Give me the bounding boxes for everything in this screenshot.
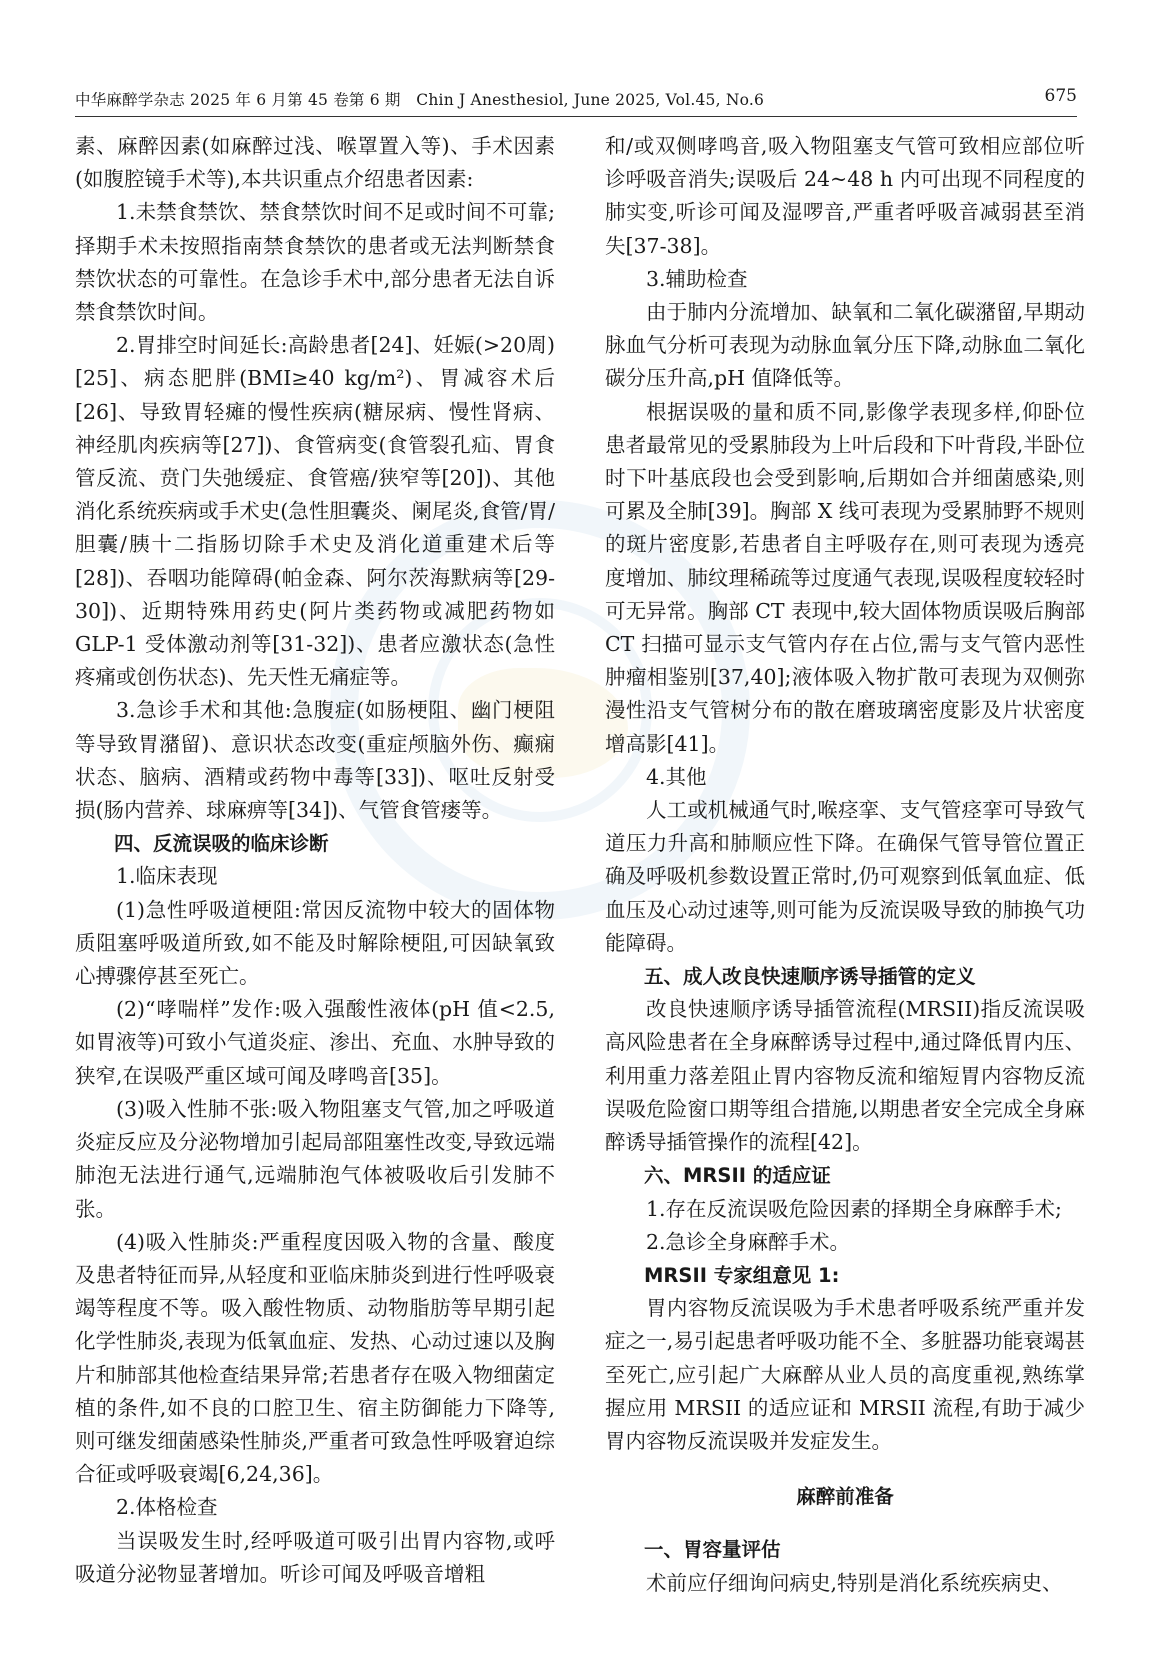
paragraph: 1.未禁食禁饮、禁食禁饮时间不足或时间不可靠;择期手术未按照指南禁食禁饮的患者或无法判断禁食禁饮状态的可靠性。在急诊手术中,部分患者无法自诉禁食禁饮时间。 xyxy=(75,200,555,325)
paragraph: 由于肺内分流增加、缺氧和二氧化碳潴留,早期动脉血气分析可表现为动脉血氧分压下降,动脉血二氧化碳分压升高,pH 值降低等。 xyxy=(605,300,1085,391)
paragraph: 和/或双侧哮鸣音,吸入物阻塞支气管可致相应部位听诊呼吸音消失;误吸后 24~48 h 内可出现不同程度的肺实变,听诊可闻及湿啰音,严重者呼吸音减弱甚至消失[37-38]。 xyxy=(605,134,1085,258)
journal-citation: 中华麻醉学杂志 2025 年 6 月第 45 卷第 6 期 Chin J Anesthesiol, June 2025, Vol.45, No.6 xyxy=(75,91,765,109)
paragraph: 改良快速顺序诱导插管流程(MRSII)指反流误吸高风险患者在全身麻醉诱导过程中,通过降低胃内压、利用重力落差阻止胃内容物反流和缩短胃内容物反流误吸危险窗口期等组合措施,以期患者安全完成全身麻醉诱导插管操作的流程[42]。 xyxy=(605,997,1085,1155)
paragraph: 当误吸发生时,经呼吸道可吸引出胃内容物,或呼吸道分泌物显著增加。听诊可闻及呼吸音增粗 xyxy=(75,1528,555,1586)
paragraph: 人工或机械通气时,喉痉挛、支气管痉挛可导致气道压力升高和肺顺应性下降。在确保气管导管位置正确及呼吸机参数设置正常时,仍可观察到低氧血症、低血压及心动过速等,则可能为反流误吸导致的肺换气功能障碍。 xyxy=(605,798,1085,955)
section-heading: 六、MRSII 的适应证 xyxy=(644,1164,831,1188)
paragraph: 术前应仔细询问病史,特别是消化系统疾病史、 xyxy=(646,1570,1063,1595)
paragraph: 2.胃排空时间延长:高龄患者[24]、妊娠(>20周)[25]、病态肥胖(BMI≥40 kg/m²)、胃减容术后[26]、导致胃轻瘫的慢性疾病(糖尿病、慢性肾病、神经肌肉疾病等[27])、食管病变(食管裂孔疝、胃食管反流、贲门失弛缓症、食管癌/狭窄等[20])、其他消化系统疾病或手术史(急性胆囊炎、阑尾炎,食管/胃/胆囊/胰十二指肠切除手术史及消化道重建术后等[28])、吞咽功能障碍(帕金森、阿尔茨海默病等[29-30])、近期特殊用药史(阿片类药物或减肥药物如 GLP-1 受体激动剂等[31-32])、患者应激状态(急性疼痛或创伤状态)、先天性无痛症等。 xyxy=(75,333,555,690)
section-heading: 五、成人改良快速顺序诱导插管的定义 xyxy=(644,965,976,989)
paragraph: (4)吸入性肺炎:严重程度因吸入物的含量、酸度及患者特征而异,从轻度和亚临床肺炎到进行性呼吸衰竭等程度不等。吸入酸性物质、动物脂肪等早期引起化学性肺炎,表现为低氧血症、发热、心动过速以及胸片和肺部其他检查结果异常;若患者存在吸入物细菌定植的条件,如不良的口腔卫生、宿主防御能力下降等,则可继发细菌感染性肺炎,严重者可致急性呼吸窘迫综合征或呼吸衰竭[6,24,36]。 xyxy=(75,1229,555,1487)
subheading: 3.辅助检查 xyxy=(646,266,748,291)
part-heading: 麻醉前准备 xyxy=(796,1485,894,1509)
running-header xyxy=(75,86,1077,117)
subheading: 4.其他 xyxy=(646,764,707,789)
paragraph: (2)“哮喘样”发作:吸入强酸性液体(pH 值<2.5,如胃液等)可致小气道炎症、渗出、充血、水肿导致的狭窄,在误吸严重区域可闻及哮鸣音[35]。 xyxy=(75,997,555,1088)
right-column xyxy=(605,130,1085,1600)
subheading: 2.体格检查 xyxy=(116,1495,218,1520)
paragraph: 3.急诊手术和其他:急腹症(如肠梗阻、幽门梗阻等导致胃潴留)、意识状态改变(重症颅脑外伤、癫痫状态、脑病、酒精或药物中毒等[33])、呕吐反射受损(肠内营养、球麻痹等[34])、气管食管瘘等。 xyxy=(75,698,555,823)
page-number: 675 xyxy=(1044,86,1077,106)
paragraph: (3)吸入性肺不张:吸入物阻塞支气管,加之呼吸道炎症反应及分泌物增加引起局部阻塞性改变,导致远端肺泡无法进行通气,远端肺泡气体被吸收后引发肺不张。 xyxy=(75,1096,555,1221)
section-heading: 一、胃容量评估 xyxy=(644,1538,781,1562)
paragraph: (1)急性呼吸道梗阻:常因反流物中较大的固体物质阻塞呼吸道所致,如不能及时解除梗阻,可因缺氧致心搏骤停甚至死亡。 xyxy=(75,897,555,989)
list-item: 2.急诊全身麻醉手术。 xyxy=(646,1229,851,1254)
expert-opinion-heading: MRSII 专家组意见 1: xyxy=(644,1263,840,1287)
left-column xyxy=(75,130,555,1591)
section-heading: 四、反流误吸的临床诊断 xyxy=(114,832,329,856)
paragraph: 素、麻醉因素(如麻醉过浅、喉罩置入等)、手术因素(如腹腔镜手术等),本共识重点介绍患者因素: xyxy=(75,134,555,192)
subheading: 1.临床表现 xyxy=(116,864,218,889)
list-item: 1.存在反流误吸危险因素的择期全身麻醉手术; xyxy=(646,1196,1062,1221)
paragraph: 根据误吸的量和质不同,影像学表现多样,仰卧位患者最常见的受累肺段为上叶后段和下叶背段,半卧位时下叶基底段也会受到影响,后期如合并细菌感染,则可累及全肺[39]。胸部 X 线可表现为受累肺野不规则的斑片密度影,若患者自主呼吸存在,则可表现为透亮度增加、肺纹理稀疏等过度通气表现,误吸程度较轻时可无异常。胸部 CT 表现中,较大固体物质误吸后胸部 CT 扫描可显示支气管内存在占位,需与支气管内恶性肿瘤相鉴别[37,40];液体吸入物扩散可表现为双侧弥漫性沿支气管树分布的散在磨玻璃密度影及片状密度增高影[41]。 xyxy=(605,399,1085,756)
paragraph: 胃内容物反流误吸为手术患者呼吸系统严重并发症之一,易引起患者呼吸功能不全、多脏器功能衰竭甚至死亡,应引起广大麻醉从业人员的高度重视,熟练掌握应用 MRSII 的适应证和 MRSII 流程,有助于减少胃内容物反流误吸并发症发生。 xyxy=(605,1296,1085,1453)
